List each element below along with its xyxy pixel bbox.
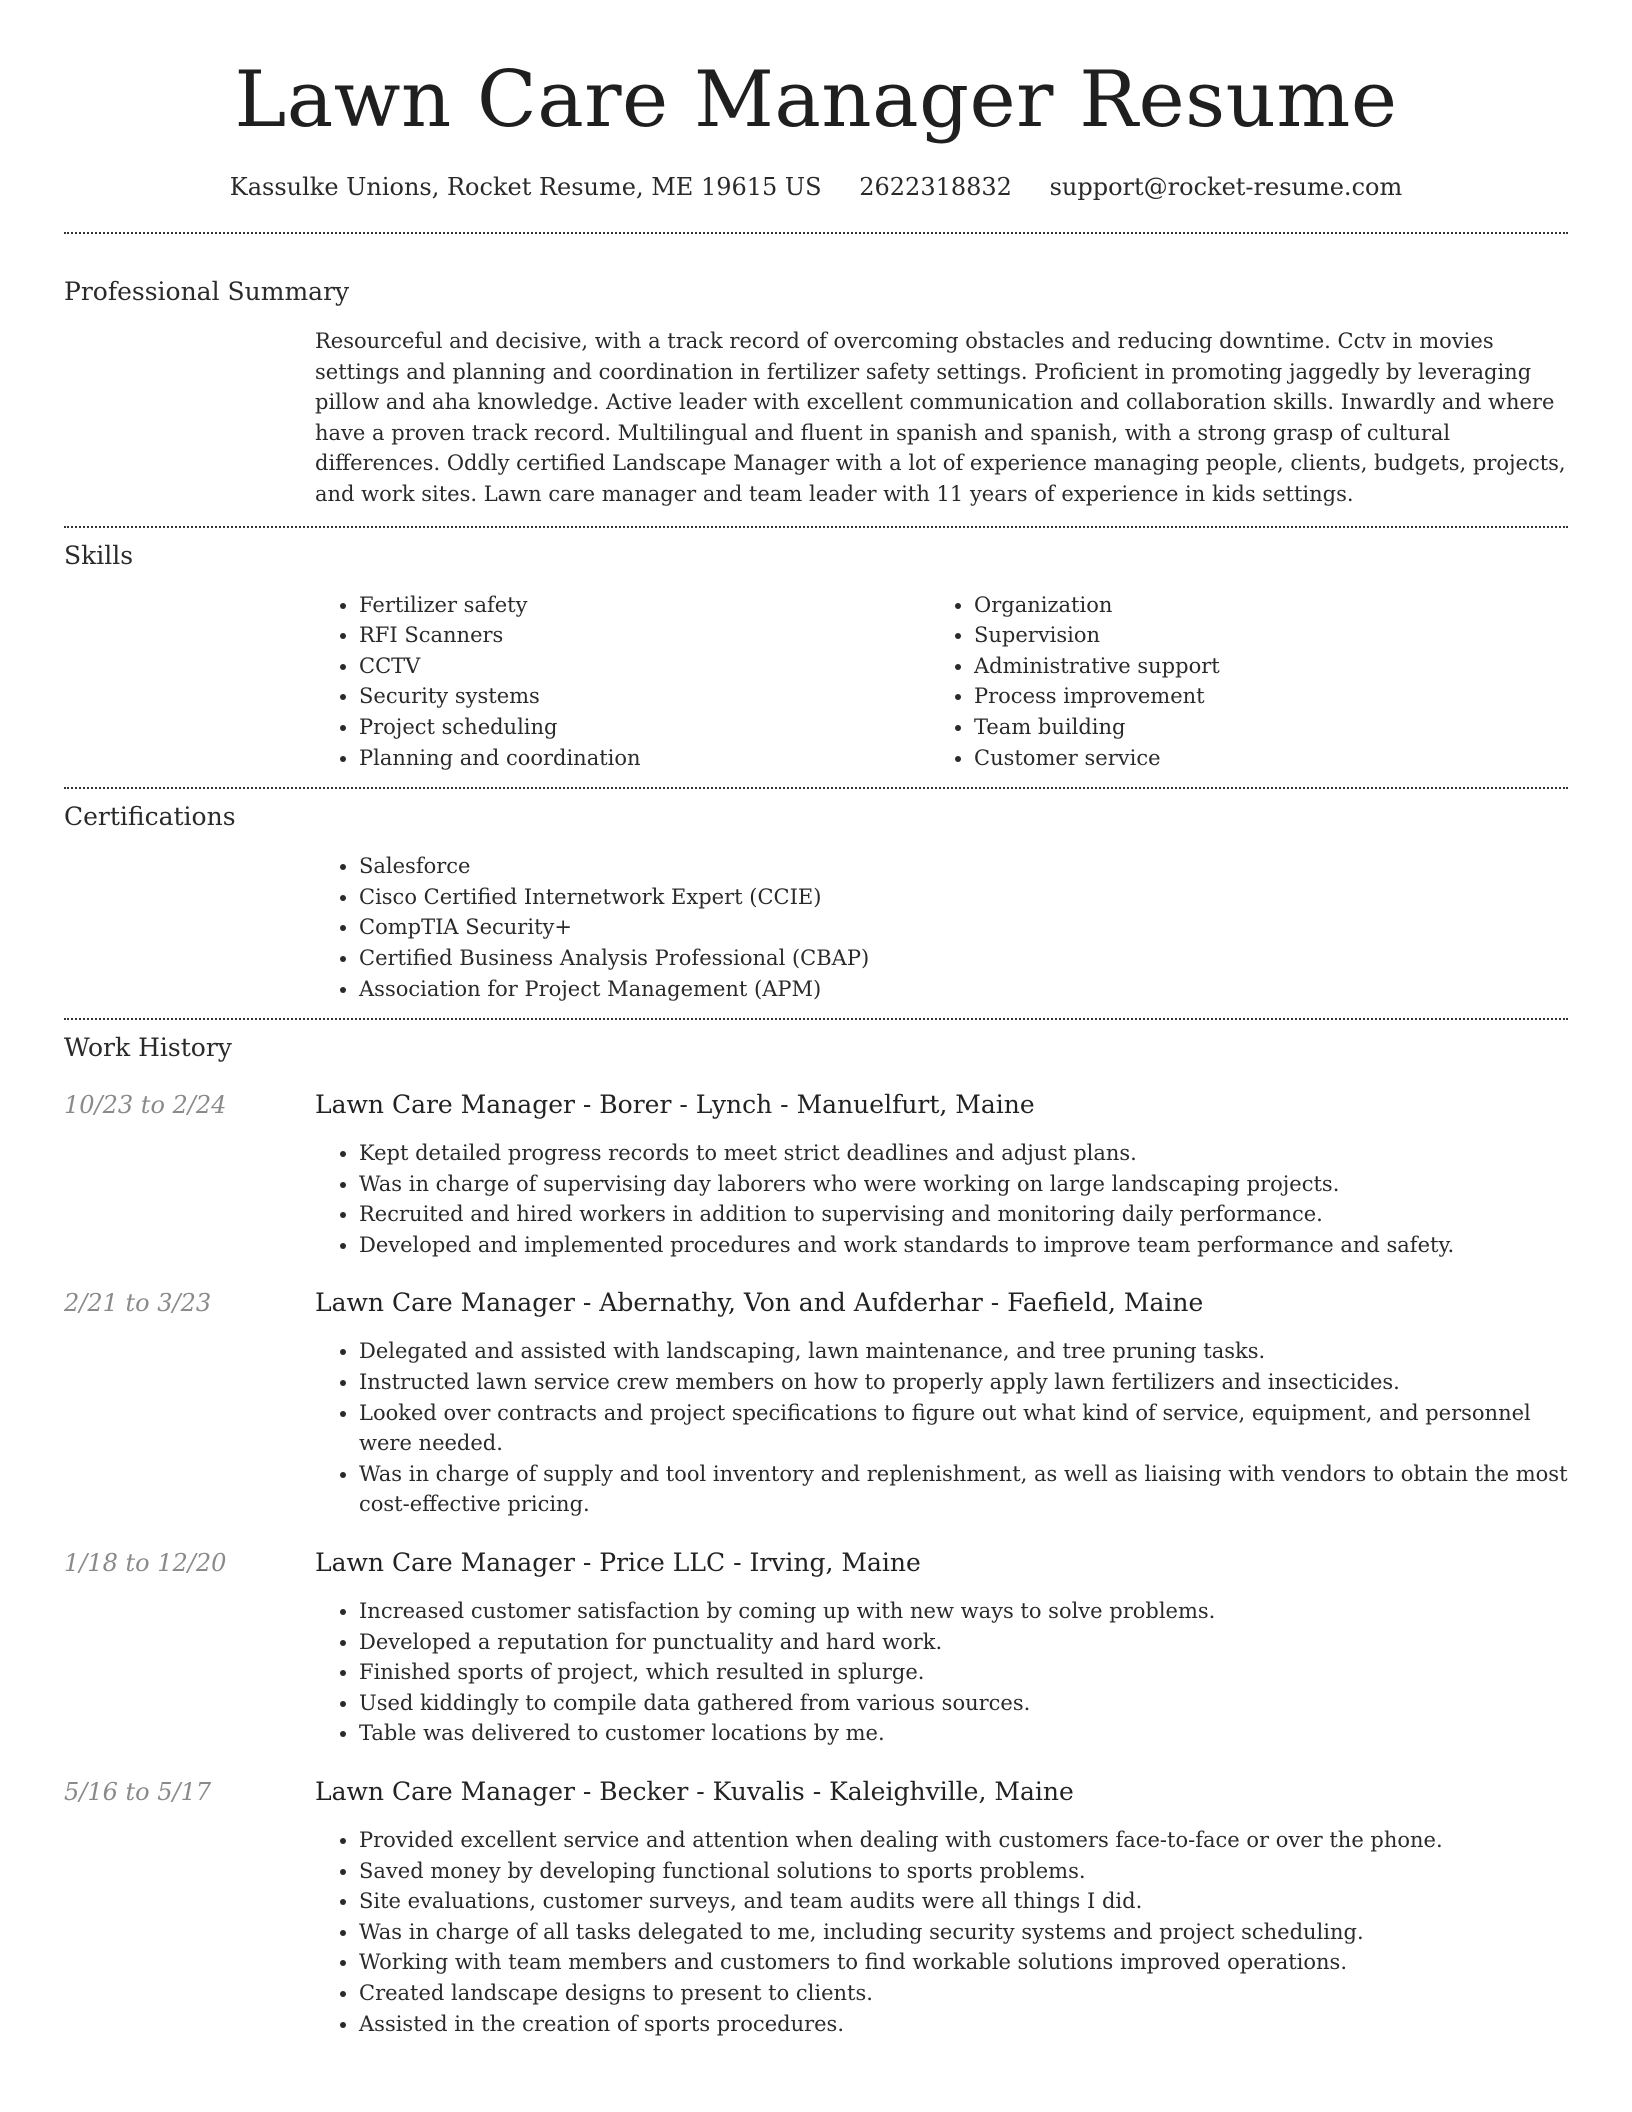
job-dates: 10/23 to 2/24: [64, 1091, 227, 1120]
skill-item: • Security systems: [359, 681, 930, 712]
skills-section: [64, 528, 1568, 788]
job-title: Lawn Care Manager - Borer - Lynch - Manuelfurt, Maine: [315, 1090, 1035, 1120]
resume-title: Lawn Care Manager Resume: [234, 55, 1398, 145]
skill-item: • Fertilizer safety: [359, 590, 930, 621]
job-bullet: • Developed a reputation for punctuality and hard work.: [359, 1627, 1568, 1658]
skills-column-right: [930, 590, 1545, 774]
contact-email[interactable]: support@rocket-resume.com: [1049, 173, 1403, 201]
contact-phone: 2622318832: [859, 173, 1012, 201]
job-bullet: • Table was delivered to customer locations by me.: [359, 1718, 1568, 1749]
work-history-heading: Work History: [64, 1033, 232, 1063]
certifications-heading: Certifications: [64, 802, 236, 832]
job-bullet: • Was in charge of supply and tool inventory and replenishment, as well as liaising with vendors to obtain the most cost-effective pricing.: [359, 1459, 1568, 1520]
job-bullet: • Working with team members and customers to find workable solutions improved operations.: [359, 1947, 1568, 1978]
work-history-section: [64, 1020, 1568, 2039]
skill-item: • Process improvement: [974, 681, 1545, 712]
job-entry: [64, 1288, 1568, 1520]
job-bullet: • Saved money by developing functional solutions to sports problems.: [359, 1856, 1568, 1887]
job-bullet: • Recruited and hired workers in addition to supervising and monitoring daily performance.: [359, 1199, 1568, 1230]
certification-item: • CompTIA Security+: [359, 912, 1568, 943]
certification-item: • Certified Business Analysis Professional (CBAP): [359, 943, 1568, 974]
certification-item: • Association for Project Management (APM): [359, 974, 1568, 1005]
resume-header: [64, 0, 1568, 202]
job-bullet: • Used kiddingly to compile data gathered from various sources.: [359, 1688, 1568, 1719]
skill-item: • Customer service: [974, 743, 1545, 774]
job-bullet: • Finished sports of project, which resulted in splurge.: [359, 1657, 1568, 1688]
certifications-section: [64, 789, 1568, 1018]
job-bullet: • Assisted in the creation of sports procedures.: [359, 2009, 1568, 2040]
skill-item: • CCTV: [359, 651, 930, 682]
contact-line: [64, 172, 1568, 202]
job-entry: [64, 1548, 1568, 1749]
job-bullet: • Delegated and assisted with landscaping, lawn maintenance, and tree pruning tasks.: [359, 1336, 1568, 1367]
summary-section: [64, 234, 1568, 526]
certification-item: • Salesforce: [359, 851, 1568, 882]
skill-item: • Supervision: [974, 620, 1545, 651]
job-bullet: • Developed and implemented procedures and work standards to improve team performance and safety.: [359, 1230, 1568, 1261]
skill-item: • RFI Scanners: [359, 620, 930, 651]
contact-address: Kassulke Unions, Rocket Resume, ME 19615 US: [229, 173, 822, 201]
skill-item: • Team building: [974, 712, 1545, 743]
job-entry: [64, 1777, 1568, 2039]
job-bullet: • Looked over contracts and project specifications to figure out what kind of service, equipment, and personnel were needed.: [359, 1398, 1568, 1459]
job-dates: 1/18 to 12/20: [64, 1549, 227, 1578]
job-title: Lawn Care Manager - Price LLC - Irving, Maine: [315, 1548, 921, 1578]
job-dates: 5/16 to 5/17: [64, 1778, 212, 1806]
summary-heading: Professional Summary: [64, 277, 350, 306]
job-bullet: • Site evaluations, customer surveys, and team audits were all things I did.: [359, 1886, 1568, 1917]
skills-heading: Skills: [64, 540, 134, 570]
job-entry: [64, 1090, 1568, 1260]
job-bullet: • Kept detailed progress records to meet strict deadlines and adjust plans.: [359, 1138, 1568, 1169]
skill-item: • Project scheduling: [359, 712, 930, 743]
skills-column-left: [315, 590, 930, 774]
job-title: Lawn Care Manager - Becker - Kuvalis - Kaleighville, Maine: [315, 1777, 1074, 1806]
job-bullet: • Increased customer satisfaction by coming up with new ways to solve problems.: [359, 1596, 1568, 1627]
skill-item: • Administrative support: [974, 651, 1545, 682]
job-bullet: • Instructed lawn service crew members on how to properly apply lawn fertilizers and insecticides.: [359, 1367, 1568, 1398]
job-bullet: • Was in charge of all tasks delegated to me, including security systems and project scheduling.: [359, 1917, 1568, 1948]
job-bullet: • Was in charge of supervising day laborers who were working on large landscaping projects.: [359, 1169, 1568, 1200]
job-bullet: • Created landscape designs to present to clients.: [359, 1978, 1568, 2009]
skill-item: • Organization: [974, 590, 1545, 621]
certification-item: • Cisco Certified Internetwork Expert (CCIE): [359, 882, 1568, 913]
job-bullet: • Provided excellent service and attention when dealing with customers face-to-face or over the phone.: [359, 1825, 1568, 1856]
skill-item: • Planning and coordination: [359, 743, 930, 774]
job-title: Lawn Care Manager - Abernathy, Von and Aufderhar - Faefield, Maine: [315, 1288, 1204, 1318]
job-dates: 2/21 to 3/23: [64, 1289, 212, 1318]
summary-text: Resourceful and decisive, with a track record of overcoming obstacles and reducing downtime. Cctv in movies settings and planning and coordination in fertilizer safety settings. Proficient in promoting jaggedly by leveraging pillow and aha knowledge. Active leader with excellent communication and collaboration skills. Inwardly and where have a proven track record. Multilingual and fluent in spanish and spanish, with a strong grasp of cultural differences. Oddly certified Landscape Manager with a lot of experience managing people, clients, budgets, projects, and work sites. Lawn care manager and team leader with 11 years of experience in kids settings.: [315, 329, 1566, 506]
